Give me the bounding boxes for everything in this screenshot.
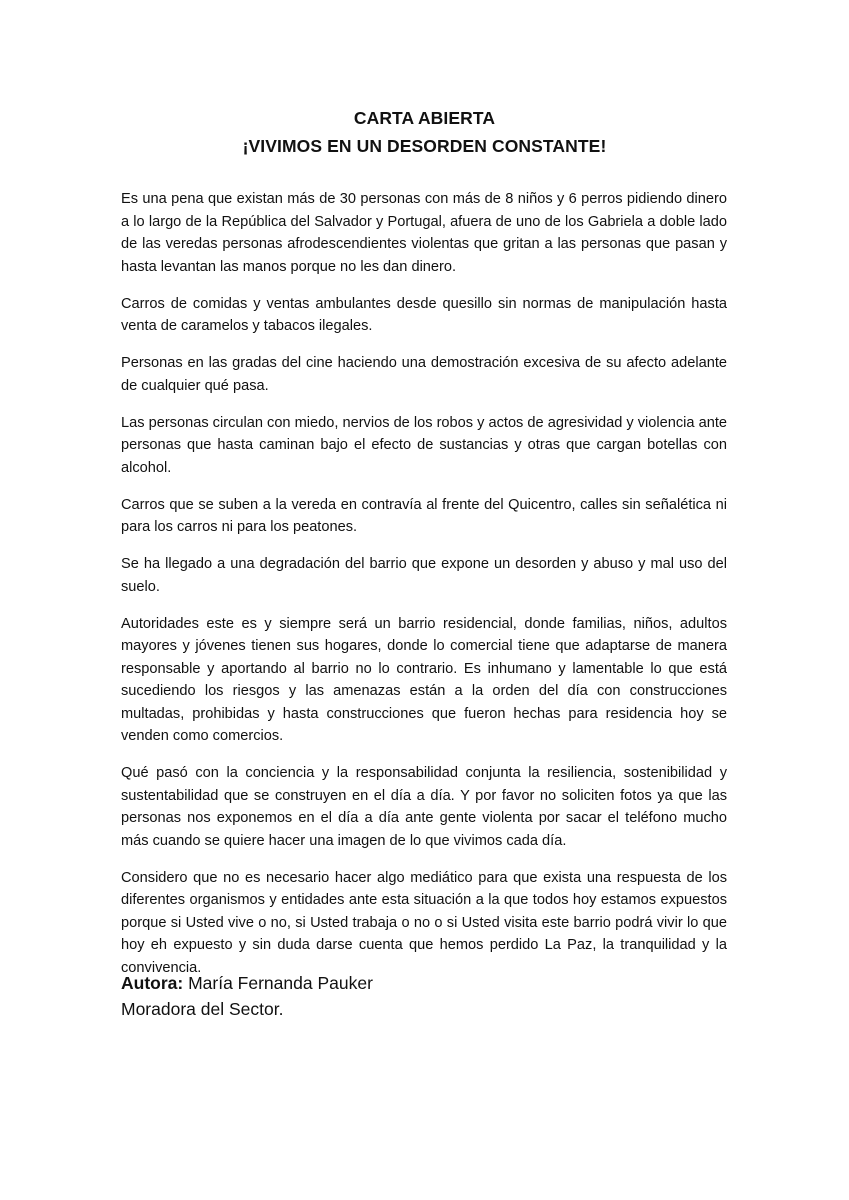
paragraph-1: Es una pena que existan más de 30 personas con más de 8 niños y 6 perros pidiendo dinero a lo largo de la República del Salvador y Portugal, afuera de uno de los Gabriela a doble lado de las veredas personas afrodescendientes violentas que gritan a las personas que pasan y hasta levantan las manos porque no les dan dinero. <box>121 191 727 275</box>
title-line-2: ¡VIVIMOS EN UN DESORDEN CONSTANTE! <box>242 136 607 156</box>
author-name: María Fernanda Pauker <box>183 973 373 993</box>
paragraph-5: Carros que se suben a la vereda en contravía al frente del Quicentro, calles sin señalética ni para los carros ni para los peatones. <box>121 496 727 535</box>
letter-body <box>121 188 727 994</box>
paragraph-4: Las personas circulan con miedo, nervios de los robos y actos de agresividad y violencia ante personas que hasta caminan bajo el efecto de sustancias y otras que cargan botellas con alcohol. <box>121 414 727 476</box>
paragraph-7: Autoridades este es y siempre será un barrio residencial, donde familias, niños, adultos mayores y jóvenes tienen sus hogares, donde lo comercial tiene que adaptarse de manera responsable y aportando al barrio no lo contrario. Es inhumano y lamentable lo que está sucediendo los riesgos y las amenazas están a la orden del día con construcciones multadas, prohibidas y hasta construcciones que fueron hechas para residencia hoy se venden como comercios. <box>121 615 727 744</box>
author-line <box>121 970 727 996</box>
paragraph-8: Qué pasó con la conciencia y la responsabilidad conjunta la resiliencia, sostenibilidad y sustentabilidad que se construyen en el día a día. Y por favor no soliciten fotos ya que las personas nos exponemos en el día a día ante gente violenta por sacar el teléfono mucho más cuando se quiere hacer una imagen de lo que vivimos cada día. <box>121 765 727 849</box>
author-role: Moradora del Sector. <box>121 999 284 1019</box>
paragraph-6: Se ha llegado a una degradación del barrio que expone un desorden y abuso y mal uso del suelo. <box>121 556 727 595</box>
signature-block <box>121 970 727 1022</box>
author-label: Autora: <box>121 973 184 993</box>
paragraph-3: Personas en las gradas del cine haciendo una demostración excesiva de su afecto adelante de cualquier qué pasa. <box>121 355 727 394</box>
paragraph-2: Carros de comidas y ventas ambulantes desde quesillo sin normas de manipulación hasta venta de caramelos y tabacos ilegales. <box>121 295 727 334</box>
letter-title <box>0 104 849 160</box>
paragraph-9: Considero que no es necesario hacer algo mediático para que exista una respuesta de los diferentes organismos y entidades ante esta situación a la que todos hoy estamos expuestos porque si Usted vive o no, si Usted trabaja o no o si Usted visita este barrio podrá vivir lo que hoy eh expuesto y sin duda darse cuenta que hemos perdido La Paz, la tranquilidad y la convivencia. <box>121 869 727 976</box>
title-line-1: CARTA ABIERTA <box>353 108 496 128</box>
